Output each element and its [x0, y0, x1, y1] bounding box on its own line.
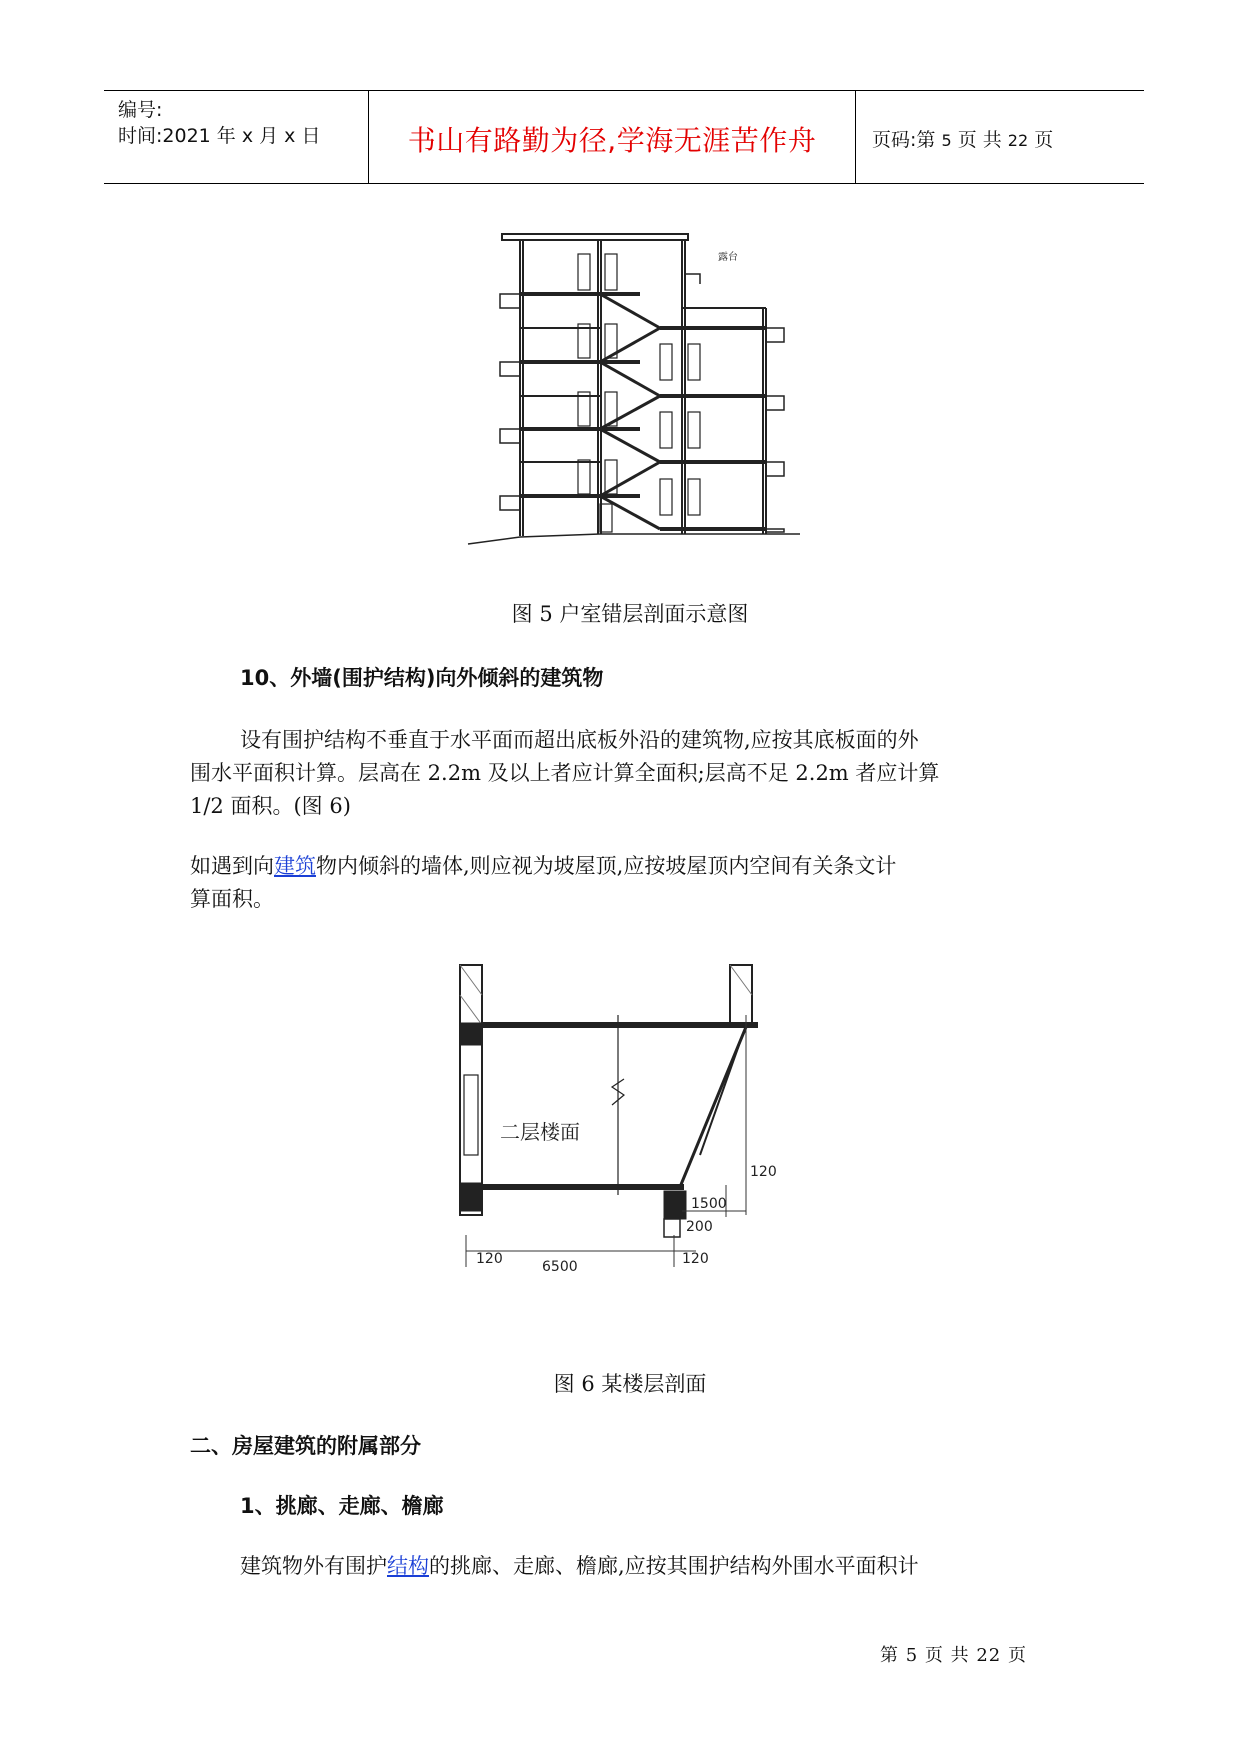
figure-6-section-drawing — [446, 955, 796, 1295]
dim-120-right: 120 — [750, 1164, 777, 1180]
floor-label: 二层楼面 — [500, 1120, 580, 1144]
figure-5-caption: 图 5 户室错层剖面示意图 — [511, 602, 749, 626]
dim-200: 200 — [686, 1219, 713, 1235]
page-indicator: 页码:第 5 页 共 22 页 — [872, 129, 1054, 151]
page-current: 5 — [941, 131, 952, 150]
dim-6500: 6500 — [542, 1259, 578, 1275]
dim-120-left: 120 — [476, 1251, 503, 1267]
link-jianzhu[interactable]: 建筑 — [274, 854, 316, 878]
section-10-para2: 如遇到向建筑物内倾斜的墙体,则应视为坡屋顶,应按坡屋顶内空间有关条文计 — [190, 854, 897, 878]
section-10-para1-line3: 1/2 面积。(图 6) — [190, 794, 351, 818]
doc-id-label: 编号: — [118, 99, 163, 121]
motto: 书山有路勤为径,学海无涯苦作舟 — [407, 124, 817, 157]
figure-5-section-drawing — [460, 224, 800, 564]
dim-120-bottom: 120 — [682, 1251, 709, 1267]
header-left-cell — [104, 91, 368, 183]
section-2-sub-heading: 1、挑廊、走廊、檐廊 — [240, 1494, 444, 1518]
balcony-label: 露台 — [718, 252, 738, 263]
header-page-cell — [856, 91, 1144, 183]
section-10-para1-line2: 围水平面积计算。层高在 2.2m 及以上者应计算全面积;层高不足 2.2m 者应计算 — [190, 761, 940, 785]
doc-time-label: 时间:2021 年 x 月 x 日 — [118, 125, 321, 147]
section-10-para2-line2: 算面积。 — [190, 887, 274, 911]
section-10-para1-line1: 设有围护结构不垂直于水平面而超出底板外沿的建筑物,应按其底板面的外 — [240, 728, 919, 752]
section-10-heading: 10、外墙(围护结构)向外倾斜的建筑物 — [240, 666, 604, 690]
page-header — [104, 90, 1144, 184]
figure-6-caption: 图 6 某楼层剖面 — [553, 1372, 707, 1396]
section-2-heading: 二、房屋建筑的附属部分 — [190, 1434, 421, 1458]
page-footer: 第 5 页 共 22 页 — [880, 1645, 1027, 1666]
section-2-para: 建筑物外有围护结构的挑廊、走廊、檐廊,应按其围护结构外围水平面积计 — [240, 1554, 919, 1578]
page-total: 22 — [1007, 131, 1029, 150]
link-jiegou[interactable]: 结构 — [387, 1554, 429, 1578]
dim-1500: 1500 — [691, 1196, 727, 1212]
header-motto-cell — [368, 91, 856, 183]
